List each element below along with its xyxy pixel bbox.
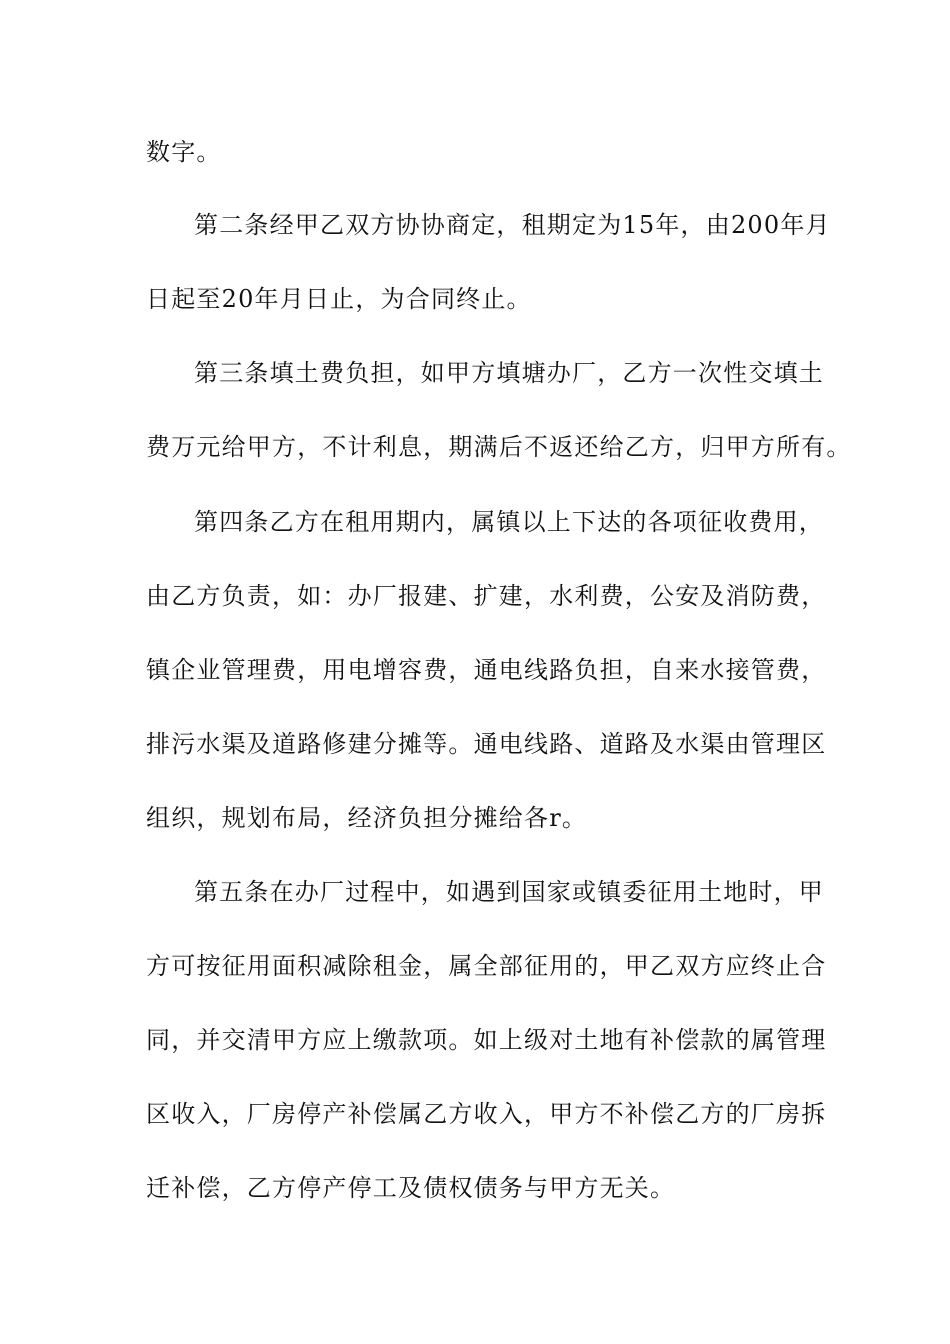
text-line: 第四条乙方在租用期内，属镇以上下达的各项征收费用， — [194, 508, 824, 536]
text-line: 方可按征用面积减除租金，属全部征用的，甲乙双方应终止合 — [146, 952, 827, 980]
text-line: 第五条在办厂过程中，如遇到国家或镇委征用土地时，甲 — [194, 878, 824, 906]
text-line: 第三条填土费负担，如甲方填塘办厂，乙方一次性交填土 — [194, 359, 824, 387]
text-line: 费万元给甲方，不计利息，期满后不返还给乙方，归甲方所有。 — [146, 433, 852, 461]
text-line: 组织，规划布局，经济负担分摊给各r。 — [146, 804, 588, 832]
text-line: 日起至20年月日止，为合同终止。 — [146, 285, 532, 313]
text-line: 由乙方负责，如：办厂报建、扩建，水利费，公安及消防费， — [146, 582, 827, 610]
text-line: 区收入，厂房停产补偿属乙方收入，甲方不补偿乙方的厂房拆 — [146, 1100, 827, 1128]
text-line: 数字。 — [146, 138, 222, 166]
text-line: 镇企业管理费，用电增容费，通电线路负担，自来水接管费， — [146, 656, 827, 684]
text-line: 同，并交清甲方应上缴款项。如上级对土地有补偿款的属管理 — [146, 1026, 827, 1054]
text-line: 第二条经甲乙双方协协商定，租期定为15年，由200年月 — [194, 211, 831, 239]
text-line: 排污水渠及道路修建分摊等。通电线路、道路及水渠由管理区 — [146, 730, 827, 758]
text-line: 迁补偿，乙方停产停工及债权债务与甲方无关。 — [146, 1174, 676, 1202]
